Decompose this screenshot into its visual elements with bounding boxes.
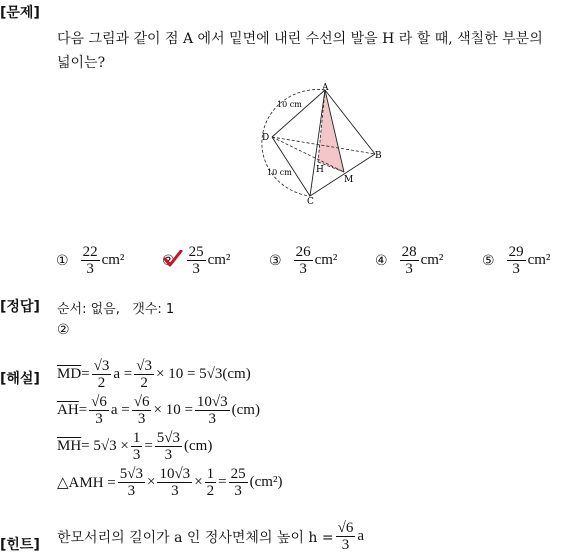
choice-1-num: 22 [82, 244, 98, 260]
choice-5-num: 29 [508, 244, 524, 260]
label-M: M [344, 175, 354, 185]
hint-a: a [357, 528, 365, 544]
label-H: H [316, 165, 324, 175]
area-eq: = [218, 474, 227, 490]
choice-2-unit: cm² [207, 252, 231, 268]
choice-3-den: 3 [299, 261, 307, 277]
problem-tag: [문제] [0, 5, 40, 21]
hint-tag: [힌트] [0, 537, 40, 553]
choice-3-unit: cm² [314, 252, 338, 268]
choice-1-unit: cm² [101, 252, 125, 268]
label-D: D [262, 133, 270, 143]
area-f2-den: 3 [171, 483, 179, 499]
choice-5-unit: cm² [527, 252, 551, 268]
md-segment: $\overline{MD}$ [57, 366, 82, 382]
choice-4-den: 3 [405, 261, 413, 277]
ah-f3-num: 10√3 [196, 394, 228, 410]
label-B: B [375, 151, 382, 161]
choice-2[interactable] [162, 244, 269, 277]
choice-2-den: 3 [192, 261, 200, 277]
solution-line-area [57, 466, 282, 499]
label-C: C [307, 197, 314, 204]
choice-5-den: 3 [512, 261, 520, 277]
tetrahedron-figure [258, 82, 388, 204]
choice-3-num: 26 [295, 244, 311, 260]
mh-f1-num: 1 [132, 430, 141, 446]
ah-f2-num: √6 [133, 394, 150, 410]
area-f1-den: 3 [127, 483, 136, 499]
choice-1[interactable] [56, 244, 162, 277]
problem-text-line2: 넓이는? [57, 55, 106, 71]
area-f4-num: 25 [230, 466, 246, 482]
checkmark-icon [163, 250, 183, 268]
area-f3-num: 1 [206, 466, 215, 482]
choice-1-mark: ① [56, 252, 69, 269]
choice-list [56, 244, 576, 277]
ah-f1-num: √6 [91, 394, 107, 410]
choice-2-num: 25 [188, 244, 204, 260]
solution-line-ah [57, 394, 260, 427]
mh-eq: = 5√3 × [81, 438, 129, 454]
answer-tag: [정답] [0, 299, 40, 315]
label-A: A [322, 83, 329, 93]
md-f2-den: 2 [140, 375, 148, 391]
hint-text: 한모서리의 길이가 a 인 정사면체의 높이 h = [57, 529, 334, 546]
mh-mid: = [144, 438, 153, 454]
ah-eq: = [78, 402, 88, 418]
problem-text-line1: 다음 그림과 같이 점 A 에서 밑면에 내린 수선의 발을 H 라 할 때, 색칠한 부분의 [57, 31, 543, 47]
area-x2: × [194, 474, 203, 490]
ah-segment: $\overline{AH}$ [57, 402, 79, 418]
area-f4-den: 3 [234, 483, 242, 499]
mh-f2-den: 3 [164, 447, 173, 463]
choice-5-mark: ⑤ [482, 252, 495, 269]
solution-tag: [해설] [0, 371, 40, 387]
md-f2-num: √3 [136, 358, 152, 374]
choice-4-num: 28 [401, 244, 417, 260]
shaded-triangle-AMH [318, 90, 344, 172]
mh-f2-num: 5√3 [156, 430, 181, 446]
hint-f-num: √6 [337, 520, 354, 536]
md-rest: × 10 = 5√3(cm) [155, 366, 251, 382]
choice-1-den: 3 [86, 261, 94, 277]
md-eq: = [81, 366, 90, 382]
mh-rest: (cm) [184, 438, 213, 454]
solution-line-md [57, 358, 251, 391]
answer-value: ② [57, 322, 70, 338]
solution-line-mh [57, 430, 212, 463]
area-f1-num: 5√3 [119, 466, 143, 482]
ah-f2-den: 3 [137, 411, 146, 427]
hint-line [57, 520, 364, 553]
area-f3-den: 2 [206, 483, 215, 499]
choice-4-unit: cm² [420, 252, 444, 268]
md-a: a = [113, 366, 133, 382]
choice-3-mark: ③ [269, 252, 282, 269]
md-f1-num: √3 [93, 358, 110, 374]
choice-4[interactable] [375, 244, 482, 277]
edge-length-bottom: 10 cm [267, 168, 292, 177]
area-lead: △AMH = [57, 475, 116, 491]
hint-f-den: 3 [341, 537, 350, 553]
choice-2-mark: ② [162, 252, 175, 269]
ah-rest: (cm) [231, 402, 260, 418]
choice-4-mark: ④ [375, 252, 388, 269]
mh-f1-den: 3 [132, 447, 141, 463]
ah-a: a = [110, 402, 130, 418]
ah-f3-den: 3 [208, 411, 217, 427]
area-x1: × [146, 474, 156, 490]
edge-AD [272, 90, 325, 137]
choice-5[interactable] [482, 244, 572, 277]
ah-mid: × 10 = [153, 402, 193, 418]
md-f1-den: 2 [97, 375, 106, 391]
choice-3[interactable] [269, 244, 375, 277]
area-rest: (cm²) [249, 474, 283, 490]
ah-f1-den: 3 [95, 411, 103, 427]
answer-meta: 순서: 없음, 갯수: 1 [57, 302, 175, 317]
mh-segment: $\overline{MH}$ [57, 438, 82, 454]
area-f2-num: 10√3 [159, 466, 191, 482]
edge-length-top: 10 cm [277, 100, 302, 109]
